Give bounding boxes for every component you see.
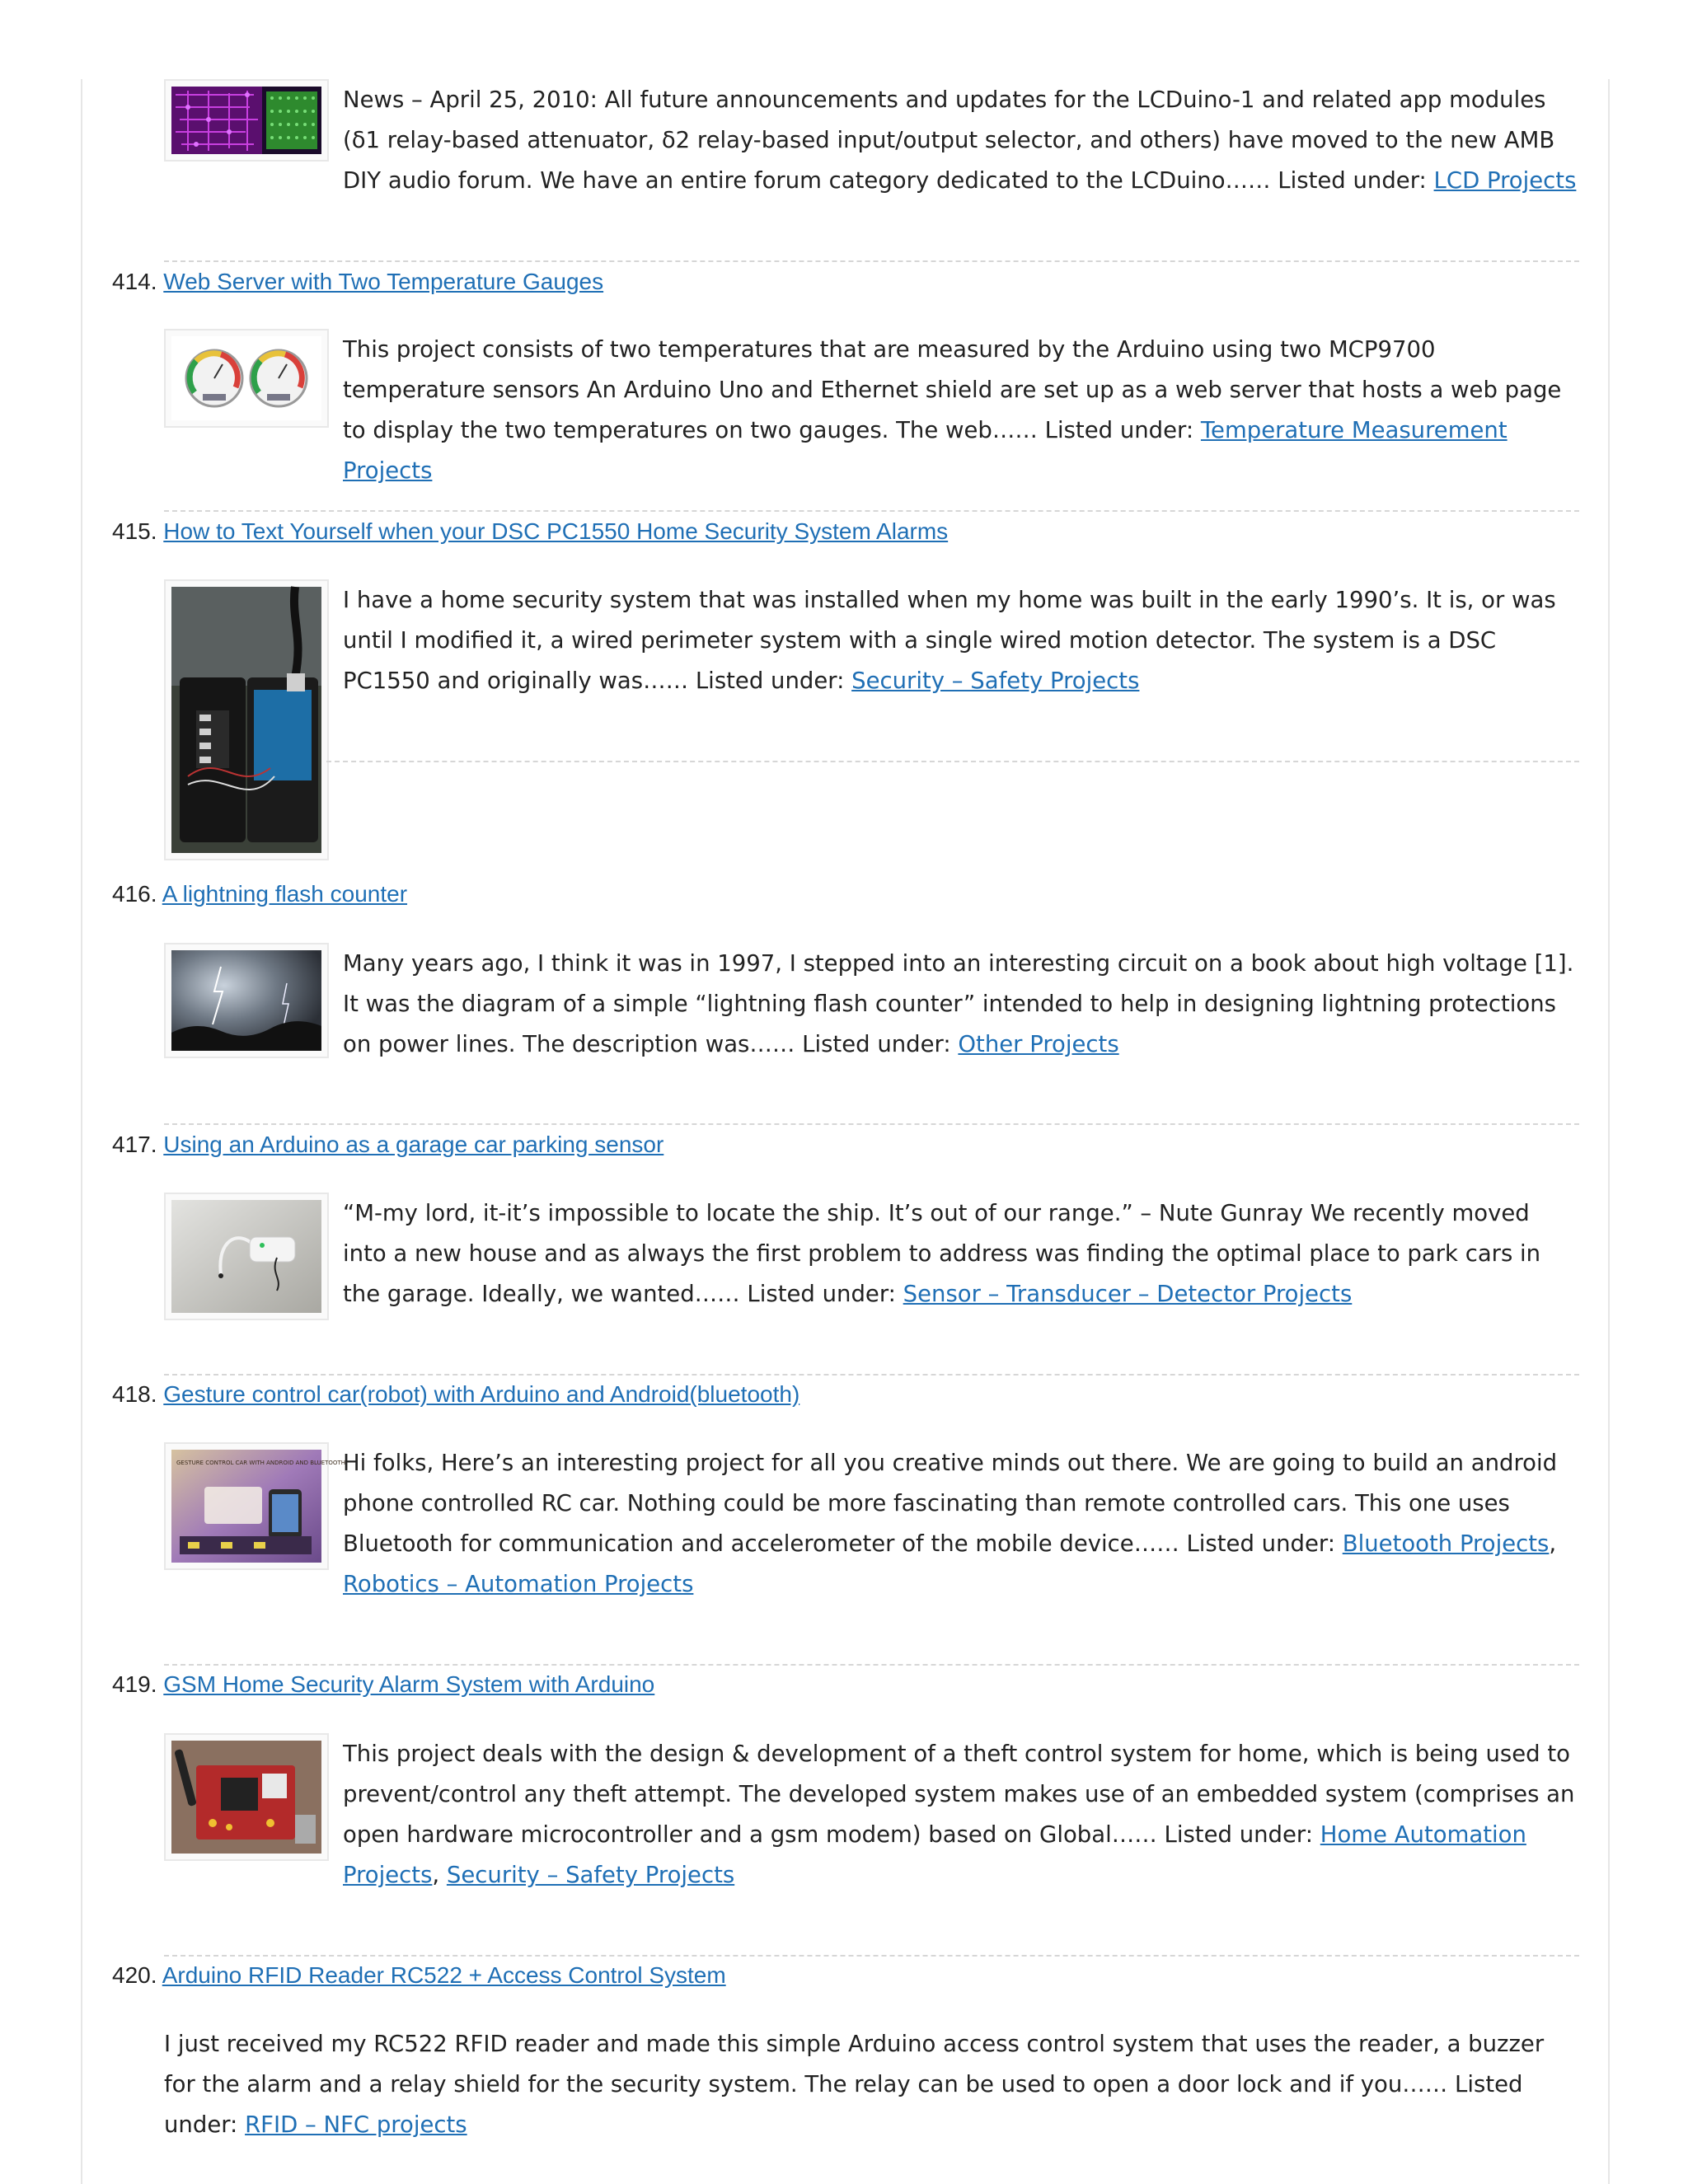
arduino-enclosure-photo-icon <box>171 587 321 853</box>
entry-separator <box>164 1955 1579 1957</box>
rc-car-photo-icon <box>171 1450 345 1563</box>
entry-title <box>112 513 948 550</box>
description-text: I just received my RC522 RFID reader and made this simple Arduino access control system that uses the reader, a buzzer for the alarm and a relay shield for the security system. The relay can be used to open a door lock and if you…… <box>164 2031 1545 2097</box>
entry-separator <box>164 1664 1579 1666</box>
entry-title <box>112 264 603 300</box>
entry-number: 416. <box>112 881 157 907</box>
entry-number: 417. <box>112 1132 157 1157</box>
entry-title <box>112 1127 663 1163</box>
category-link[interactable]: LCD Projects <box>1433 167 1577 194</box>
thumbnail-arduino-enclosure[interactable] <box>164 579 329 860</box>
description-text: “M-my lord, it-it’s impossible to locate the ship. It’s out of our range.” – Nute Gunray We recently moved into a new house and as always the first problem to address was finding the optimal place to park cars in the garage. Ideally, we wanted…… <box>343 1200 1541 1307</box>
temperature-gauges-icon <box>171 336 321 420</box>
thumbnail-parking-sensor[interactable] <box>164 1193 329 1320</box>
description-text: I have a home security system that was installed when my home was built in the early 1990’s. It is, or was until I modified it, a wired perimeter system with a single wired motion detector. The system is a DSC PC1550 and originally was…… <box>343 587 1556 694</box>
listed-under-label: Listed under: <box>695 668 845 694</box>
listed-under-label: Listed under: <box>164 2071 1523 2138</box>
listed-under-label: Listed under: <box>1186 1530 1335 1557</box>
entry-description: This project deals with the design & development of a theft control system for home, which is being used to prevent/control any theft attempt. The developed system makes use of an embedded system (comprises an open hardware microcontroller and a gsm modem) based on Global…… Listed under: Home Automation Projects, Security – Safety Projects <box>343 1741 1575 1888</box>
category-link[interactable]: Robotics – Automation Projects <box>343 1571 694 1597</box>
entry-title <box>112 876 407 912</box>
entry-title-link[interactable]: Gesture control car(robot) with Arduino and Android(bluetooth) <box>163 1381 800 1407</box>
listed-under-label: Listed under: <box>802 1031 951 1057</box>
entry-number: 418. <box>112 1381 157 1407</box>
entry-description <box>343 580 1579 701</box>
gsm-board-photo-icon <box>171 1741 321 1854</box>
lightning-photo-icon <box>171 950 321 1051</box>
description-text: News – April 25, 2010: All future announcements and updates for the LCDuino-1 and related app modules (δ1 relay-based attenuator, δ2 relay-based input/output selector, and others) have moved to the new AMB DIY audio forum. We have an entire forum category dedicated to the LCDuino…… <box>343 87 1555 194</box>
description-text: This project deals with the design & development of a theft control system for home, which is being used to prevent/control any theft attempt. The developed system makes use of an embedded system (comprises an open hardware microcontroller and a gsm modem) based on Global…… <box>343 1741 1575 1848</box>
entry-separator <box>164 510 1579 512</box>
category-link[interactable]: Home Automation Projects <box>343 1821 1526 1888</box>
entry-separator <box>326 761 1579 762</box>
description-text: Many years ago, I think it was in 1997, I stepped into an interesting circuit on a book about high voltage [1]. It was the diagram of a simple “lightning flash counter” intended to help in designing lightning protections on power lines. The description was…… <box>343 950 1574 1057</box>
listed-under-label: Listed under: <box>1044 417 1194 443</box>
entry-title-link[interactable]: Using an Arduino as a garage car parking sensor <box>163 1132 664 1157</box>
category-link[interactable]: Security – Safety Projects <box>446 1862 735 1888</box>
entry-number: 419. <box>112 1671 157 1697</box>
entry-title-link[interactable]: Arduino RFID Reader RC522 + Access Control System <box>162 1962 726 1988</box>
listed-under-label: Listed under: <box>1164 1821 1314 1848</box>
entry-title-link[interactable]: A lightning flash counter <box>162 881 408 907</box>
entry-description <box>343 944 1579 1065</box>
thumbnail-gsm-board[interactable] <box>164 1733 329 1861</box>
listed-under-label: Listed under: <box>747 1281 896 1307</box>
listed-under-label: Listed under: <box>1278 167 1427 194</box>
entry-title <box>112 1666 654 1703</box>
entry-separator <box>164 1374 1579 1376</box>
pcb-layout-icon <box>171 87 321 154</box>
category-link[interactable]: RFID – NFC projects <box>245 2111 467 2138</box>
entry-description <box>343 330 1579 491</box>
parking-sensor-photo-icon <box>171 1200 321 1313</box>
entry-title-link[interactable]: Web Server with Two Temperature Gauges <box>163 269 604 294</box>
thumbnail-gauges[interactable] <box>164 329 329 428</box>
entry-separator <box>164 260 1579 262</box>
entry-description: Hi folks, Here’s an interesting project for all you creative minds out there. We are going to build an android phone controlled RC car. Nothing could be more fascinating than remote controlled cars. This one uses Bluetooth for communication and accelerometer of the mobile device…… Listed under: Bluetooth Projects, Robotics – Automation Projects <box>343 1450 1558 1597</box>
entry-number: 420. <box>112 1962 157 1988</box>
category-link[interactable]: Temperature Measurement Projects <box>343 417 1507 484</box>
description-text: Hi folks, Here’s an interesting project for all you creative minds out there. We are going to build an android phone controlled RC car. Nothing could be more fascinating than remote controlled cars. This one uses Bluetooth for communication and accelerometer of the mobile device…… <box>343 1450 1558 1557</box>
entry-title-link[interactable]: How to Text Yourself when your DSC PC1550 Home Security System Alarms <box>163 518 949 544</box>
entry-number: 415. <box>112 518 157 544</box>
thumbnail-rc-car[interactable] <box>164 1442 345 1570</box>
category-link[interactable]: Other Projects <box>958 1031 1119 1057</box>
entry-title <box>112 1957 726 1994</box>
category-link[interactable]: Security – Safety Projects <box>851 668 1140 694</box>
entry-title-link[interactable]: GSM Home Security Alarm System with Arduino <box>163 1671 655 1697</box>
category-link[interactable]: Sensor – Transducer – Detector Projects <box>903 1281 1353 1307</box>
entry-description <box>164 2024 1582 2145</box>
entry-title <box>112 1376 799 1413</box>
thumbnail-pcb[interactable] <box>164 79 329 162</box>
description-text: This project consists of two temperatures that are measured by the Arduino using two MCP9700 temperature sensors An Arduino Uno and Ethernet shield are set up as a web server that hosts a web page to display the two temperatures on two gauges. The web…… <box>343 336 1562 443</box>
entry-description <box>343 80 1579 201</box>
entry-separator <box>164 1123 1579 1125</box>
thumbnail-caption: GESTURE CONTROL CAR WITH ANDROID AND BLUETOOTH <box>176 1460 345 1466</box>
entry-number: 414. <box>112 269 157 294</box>
category-link[interactable]: Bluetooth Projects <box>1342 1530 1550 1557</box>
entry-description <box>343 1193 1579 1315</box>
thumbnail-lightning[interactable] <box>164 943 329 1058</box>
